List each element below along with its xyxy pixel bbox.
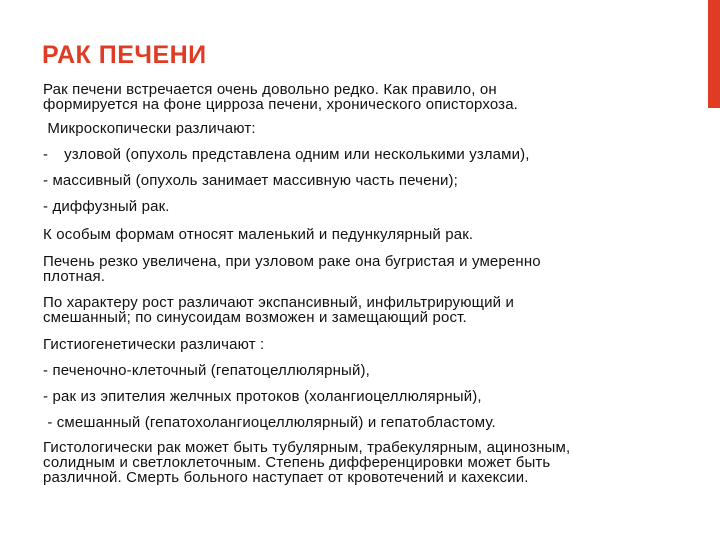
paragraph-microscopic-heading <box>43 121 693 136</box>
text-line: формируется на фоне цирроза печени, хронического описторхоза. <box>43 96 518 113</box>
text-line: Микроскопически различают: <box>43 120 256 137</box>
text-line: смешанный; по синусоидам возможен и замещающий рост. <box>43 309 467 326</box>
text-line: - массивный (опухоль занимает массивную часть печени); <box>43 172 458 189</box>
paragraph-growth-types <box>43 295 693 325</box>
text-line: плотная. <box>43 268 106 285</box>
list-item-mixed <box>43 415 693 430</box>
slide-title: РАК ПЕЧЕНИ <box>42 41 207 69</box>
list-item-cholangiocellular <box>43 389 693 404</box>
dash-marker: - <box>43 146 49 163</box>
text-line: - смешанный (гепатохолангиоцеллюлярный) и гепатобластому. <box>43 414 496 431</box>
text-line: По характеру рост различают экспансивный, инфильтрирующий и <box>43 294 515 311</box>
text-line: Гистологически рак может быть тубулярным, трабекулярным, ацинозным, <box>43 439 571 456</box>
paragraph-histogenetic-heading <box>43 337 693 352</box>
text-line: К особым формам относят маленький и педункулярный рак. <box>43 226 474 243</box>
paragraph-special-forms <box>43 227 693 242</box>
list-item-nodular <box>43 147 693 162</box>
accent-bar <box>708 0 720 108</box>
text-line: - диффузный рак. <box>43 198 170 215</box>
text-line: - рак из эпителия желчных протоков (холангиоцеллюлярный), <box>43 388 482 405</box>
text-line: различной. Смерть больного наступает от кровотечений и кахексии. <box>43 469 529 486</box>
list-item-massive <box>43 173 693 188</box>
paragraph-histology <box>43 440 693 485</box>
paragraph-liver-enlarged <box>43 254 693 284</box>
text-line: Гистиогенетически различают : <box>43 336 265 353</box>
text-line: солидным и светлоклеточным. Степень дифференцировки может быть <box>43 454 551 471</box>
text-line: Печень резко увеличена, при узловом раке она бугристая и умеренно <box>43 253 541 270</box>
list-item-diffuse <box>43 199 693 214</box>
text-line: Рак печени встречается очень довольно редко. Как правило, он <box>43 81 497 98</box>
text-line: узловой (опухоль представлена одним или несколькими узлами), <box>64 146 530 163</box>
paragraph-intro <box>43 82 693 112</box>
slide-body <box>43 82 693 485</box>
text-line: - печеночно-клеточный (гепатоцеллюлярный), <box>43 362 370 379</box>
list-item-hepatocellular <box>43 363 693 378</box>
